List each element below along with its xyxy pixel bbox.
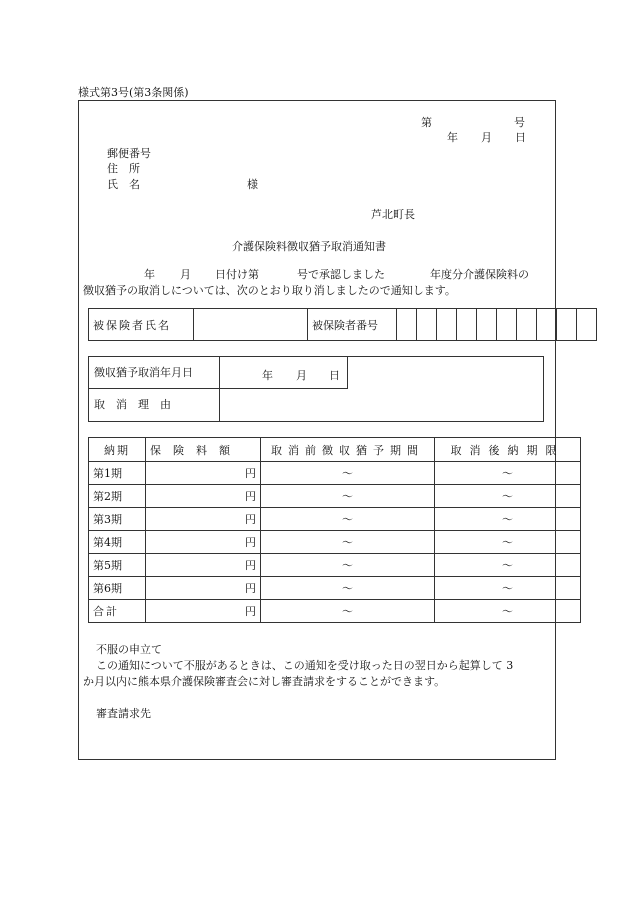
insured-number-digit (537, 309, 557, 341)
table-row-total (89, 600, 581, 623)
row-before-tilde: ～ (261, 462, 435, 485)
body-month: 月 (180, 268, 191, 281)
row-after-tilde: ～ (435, 600, 581, 623)
header-period: 納期 (89, 438, 146, 462)
cancel-reason-label: 取 消 理 由 (89, 389, 220, 421)
table-row (89, 531, 581, 554)
insured-number-digit (497, 309, 517, 341)
insured-number-digit (437, 309, 457, 341)
period-table (88, 437, 581, 623)
insured-number-digit (397, 309, 417, 341)
insured-number-digit (557, 309, 577, 341)
table-row (89, 554, 581, 577)
row-premium-unit: 円 (146, 508, 261, 531)
body-line-2: 徴収猶予の取消しについては、次のとおり取り消しましたので通知します。 (83, 284, 456, 297)
issuer: 芦北町長 (371, 208, 415, 221)
appeal-destination: 審査請求先 (96, 707, 151, 720)
row-after-tilde: ～ (435, 462, 581, 485)
date-month: 月 (481, 131, 492, 144)
body-approved: 号で承認しました (297, 268, 385, 281)
cancel-date-value (220, 357, 348, 389)
insured-number-digit (457, 309, 477, 341)
cancel-date-label: 徴収猶予取消年月日 (89, 357, 220, 389)
appeal-heading: 不服の申立て (96, 643, 162, 656)
row-premium-unit: 円 (146, 531, 261, 554)
date-year: 年 (447, 131, 458, 144)
postal-code-label: 郵便番号 (107, 147, 151, 160)
cancel-table (88, 356, 544, 422)
row-before-tilde: ～ (261, 554, 435, 577)
row-after-tilde: ～ (435, 577, 581, 600)
row-premium-unit: 円 (146, 485, 261, 508)
appeal-line-2: か月以内に熊本県介護保険審査会に対し審査請求をすることができます。 (83, 675, 446, 688)
row-premium-unit: 円 (146, 554, 261, 577)
row-period: 第2期 (89, 485, 146, 508)
insured-table (88, 308, 597, 341)
cancel-date-day: 日 (329, 369, 340, 382)
row-period: 第5期 (89, 554, 146, 577)
table-row (89, 508, 581, 531)
body-fiscal-year: 年度分介護保険料の (430, 268, 529, 281)
row-premium-unit: 円 (146, 577, 261, 600)
header-after-deadline: 取消後納期限 (435, 438, 581, 462)
date-day: 日 (515, 131, 526, 144)
insured-number-digit (577, 309, 597, 341)
row-period: 第6期 (89, 577, 146, 600)
row-after-tilde: ～ (435, 508, 581, 531)
body-year: 年 (144, 268, 155, 281)
insured-number-digit (517, 309, 537, 341)
insured-number-label: 被保険者番号 (308, 309, 397, 341)
row-before-tilde: ～ (261, 508, 435, 531)
row-before-tilde: ～ (261, 600, 435, 623)
appeal-line-1: この通知について不服があるときは、この通知を受け取った日の翌日から起算して 3 (96, 659, 514, 672)
cancel-reason-value (220, 389, 543, 421)
insured-name-label: 被保険者氏名 (89, 309, 194, 341)
cancel-date-month: 月 (296, 369, 307, 382)
row-after-tilde: ～ (435, 554, 581, 577)
cancel-date-year: 年 (262, 369, 273, 382)
row-period: 第3期 (89, 508, 146, 531)
insured-name-value (194, 309, 308, 341)
row-after-tilde: ～ (435, 531, 581, 554)
table-row (89, 577, 581, 600)
number-prefix: 第 (421, 116, 432, 129)
body-day-number: 日付け第 (215, 268, 259, 281)
header-before-period: 取消前徴収猶予期間 (261, 438, 435, 462)
number-suffix: 号 (514, 116, 525, 129)
row-period: 第4期 (89, 531, 146, 554)
address-label: 住 所 (107, 162, 140, 175)
row-before-tilde: ～ (261, 485, 435, 508)
document-title: 介護保険料徴収猶予取消通知書 (232, 240, 386, 253)
row-period-total: 合計 (89, 600, 146, 623)
name-label: 氏 名 (107, 178, 140, 191)
row-premium-unit: 円 (146, 600, 261, 623)
row-before-tilde: ～ (261, 577, 435, 600)
row-after-tilde: ～ (435, 485, 581, 508)
header-premium: 保険料額 (146, 438, 261, 462)
row-before-tilde: ～ (261, 531, 435, 554)
row-premium-unit: 円 (146, 462, 261, 485)
insured-number-digit (417, 309, 437, 341)
form-label: 様式第3号(第3条関係) (78, 86, 189, 99)
table-row (89, 462, 581, 485)
insured-number-digit (477, 309, 497, 341)
row-period: 第1期 (89, 462, 146, 485)
honorific: 様 (247, 178, 258, 191)
table-row (89, 485, 581, 508)
